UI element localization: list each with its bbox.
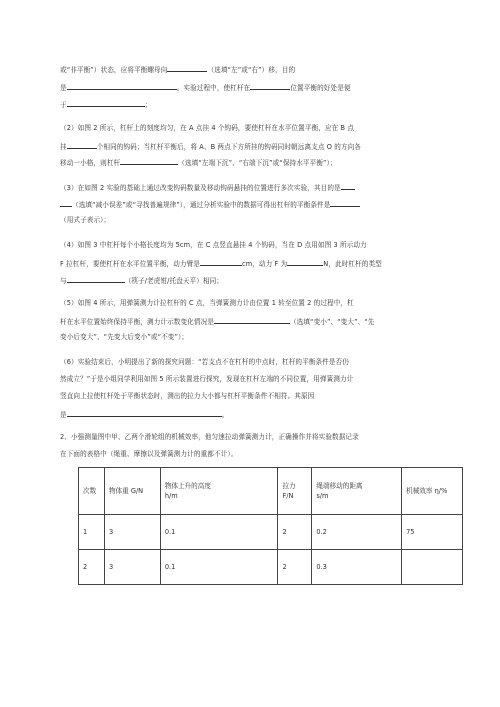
part5-line-3 — [60, 333, 480, 342]
table-cell[interactable] — [402, 550, 463, 585]
part4-text: 与 — [60, 277, 67, 285]
part4-text: （筷子/老虎钳/托盘天平）相同； — [124, 277, 224, 285]
part4-text: N，此时杠杆的类型 — [323, 260, 382, 268]
table-cell: 2 — [79, 550, 105, 585]
part6-text: （6）实验结束后，小明提出了新的探究问题：“若支点不在杠杆的中点时，杠杆的平衡条件是否仍 — [60, 358, 349, 366]
answer-blank[interactable] — [120, 157, 178, 165]
answer-blank[interactable] — [287, 258, 323, 266]
q1-line-3 — [60, 99, 480, 110]
table-header-cell: 机械效率 η/% — [402, 468, 463, 515]
q1-text: 于 — [60, 101, 67, 109]
q2-text: 2、小强测量图中甲、乙两个滑轮组的机械效率，他匀速拉动弹簧测力计，正确操作并将实验数据记录 — [60, 433, 359, 441]
table-cell: 2 — [278, 550, 312, 585]
q2-line-1 — [60, 433, 480, 442]
part5-text: （5）如图 4 所示，用弹簧测力计拉杠杆的 C 点，当弹簧测力计由位置 1 转至位置 2 的过程中，杠 — [60, 299, 354, 307]
table-header-row — [79, 468, 463, 515]
table-cell: 0.1 — [160, 550, 278, 585]
part4-line-1 — [60, 241, 480, 250]
part6-line-3 — [60, 392, 480, 401]
part6-line-2 — [60, 375, 480, 384]
table-cell: 1 — [79, 515, 105, 550]
q2-line-2 — [60, 450, 480, 459]
part4-text: F 拉杠杆，要使杠杆在水平位置平衡，动力臂是 — [60, 260, 200, 268]
q1-text: 或“非平衡”）状态，应将平衡螺母向 — [60, 66, 168, 74]
q1-text: （选填“左”或“右”）移，目的 — [207, 66, 296, 74]
table-header-cell: 次数 — [79, 468, 105, 515]
part2-line-1 — [60, 124, 480, 133]
answer-blank[interactable] — [60, 199, 72, 207]
table-cell: 3 — [104, 550, 160, 585]
table-header-cell: 绳端移动的距离 s/m — [312, 468, 402, 515]
answer-blank[interactable] — [250, 82, 290, 90]
part2-text: 挂 — [60, 143, 67, 151]
part2-text: 个相同的钩码；当杠杆平衡后，将 A、B 两点下方所挂的钩码同时朝远离支点 O 的方向各 — [96, 143, 361, 151]
part2-line-2 — [60, 141, 480, 152]
table-cell: 0.2 — [312, 515, 402, 550]
table-header-cell: 物体上升的高度 h/m — [160, 468, 278, 515]
part6-text: 。 — [221, 411, 229, 419]
q1-line-1 — [60, 64, 480, 75]
q1-text: 。实验过程中，使杠杆在 — [176, 84, 251, 92]
table-cell: 0.1 — [160, 515, 278, 550]
part5-text: 变小后变大”、“先变大后变小”或“不变”）； — [60, 333, 189, 341]
part4-text: cm，动力 F 为 — [241, 260, 288, 268]
q1-line-2 — [60, 82, 480, 93]
part5-line-2 — [60, 316, 480, 327]
part5-text: （选填“变小”、“变大”、“先 — [289, 318, 375, 326]
answer-blank[interactable] — [214, 316, 290, 324]
table-cell: 3 — [104, 515, 160, 550]
part6-text: 是 — [60, 411, 67, 419]
table-header-cell: 拉力 F/N — [278, 468, 312, 515]
answer-blank[interactable] — [67, 275, 125, 283]
part4-line-3 — [60, 275, 480, 286]
answer-blank[interactable] — [341, 182, 355, 190]
q1-text: 位置平衡的好处是便 — [290, 84, 351, 92]
answer-blank[interactable] — [167, 64, 207, 72]
part6-text: 然成立？”于是小组同学利用如图 5 所示装置进行探究，发现在杠杆左端的不同位置，用弹簧测力计 — [60, 375, 354, 383]
answer-blank[interactable] — [200, 258, 242, 266]
part3-text: （3）在如图 2 实验的基础上通过改变钩码数量及移动钩码悬挂的位置进行多次实验，其目的是 — [60, 184, 341, 192]
part6-text: 竖直向上拉使杠杆处于平衡状态时，测出的拉力大小都与杠杆平衡条件不相符。其原因 — [60, 392, 315, 400]
part6-line-1 — [60, 358, 480, 367]
part4-line-2 — [60, 258, 480, 269]
part5-text: 杆在水平位置始终保持平衡，测力计示数变化情况是 — [60, 318, 214, 326]
table-cell: 0.3 — [312, 550, 402, 585]
part2-line-3 — [60, 157, 480, 168]
answer-blank[interactable] — [67, 141, 97, 149]
part3-line-1 — [60, 182, 480, 193]
part3-line-2 — [60, 199, 480, 210]
table-row — [79, 515, 463, 550]
answer-blank[interactable] — [330, 199, 360, 207]
table-cell: 2 — [278, 515, 312, 550]
part6-line-4 — [60, 409, 480, 420]
table-header-cell: 物体重 G/N — [104, 468, 160, 515]
part2-text: （2）如图 2 所示，杠杆上的刻度均匀，在 A 点挂 4 个钩码，要使杠杆在水平位置平衡，应在 B 点 — [60, 124, 355, 132]
part3-text: （用式子表示）； — [60, 216, 111, 224]
part3-line-3 — [60, 216, 480, 225]
answer-blank[interactable] — [67, 409, 222, 417]
part2-text: （选填“左端下沉”、“右端下沉”或“保持水平平衡”）； — [178, 159, 337, 167]
answer-blank[interactable] — [67, 99, 145, 107]
answer-blank[interactable] — [67, 82, 177, 90]
part5-line-1 — [60, 299, 480, 308]
part4-text: （4）如图 3 中杠杆每个小格长度均为 5cm，在 C 点竖直悬挂 4 个钩码，当在 D 点用如图 3 所示动力 — [60, 241, 367, 249]
q1-text: 是 — [60, 84, 67, 92]
table-cell: 75 — [402, 515, 463, 550]
q1-text: ； — [144, 101, 152, 109]
table-row — [79, 550, 463, 585]
q2-text: 在下面的表格中（绳重、摩擦以及弹簧测力计的重都不计）。 — [60, 450, 238, 458]
part2-text: 移动一小格，则杠杆 — [60, 159, 121, 167]
part3-text: （选填“减小误差”或“寻找普遍规律”），通过分析实验中的数据可得出杠杆的平衡条件是 — [72, 201, 331, 209]
data-table — [78, 467, 463, 585]
